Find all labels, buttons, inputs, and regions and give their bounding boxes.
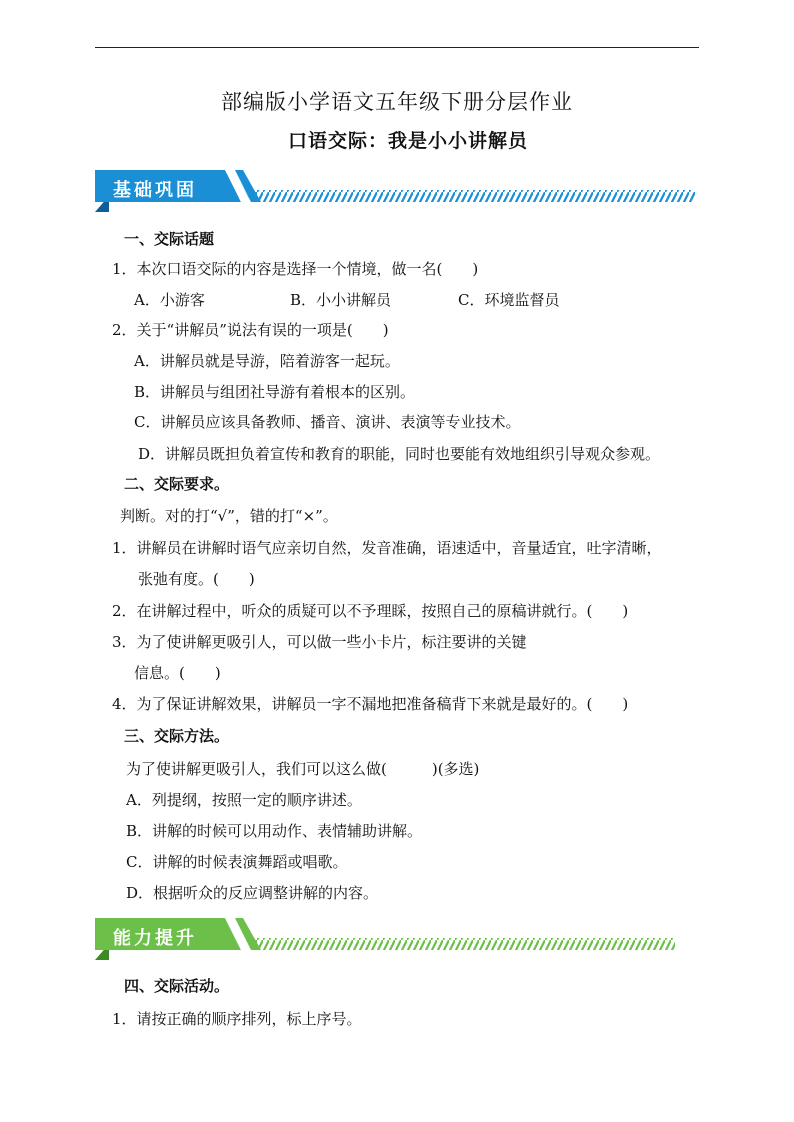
part1-q2-option-a: A．讲解员就是导游，陪着游客一起玩。 (134, 352, 400, 370)
part2-instruction: 判断。对的打“√”，错的打“×”。 (120, 507, 338, 525)
part1-q1-option-c: C．环境监督员 (458, 291, 560, 309)
part3-stem: 为了使讲解更吸引人，我们可以这么做( )(多选) (126, 760, 480, 778)
part2-item4: 4．为了保证讲解效果，讲解员一字不漏地把准备稿背下来就是最好的。( ) (112, 695, 629, 713)
part1-q1-option-b: B．小小讲解员 (290, 291, 392, 309)
part2-item1-line2: 张弛有度。( ) (138, 570, 255, 588)
part3-option-c: C．讲解的时候表演舞蹈或唱歌。 (126, 853, 348, 871)
header-rule (95, 47, 699, 48)
part3-heading: 三、交际方法。 (124, 727, 230, 745)
banner-basic-label: 基础巩固 (113, 180, 197, 201)
part1-q1-stem: 1．本次口语交际的内容是选择一个情境，做一名( ) (112, 260, 479, 278)
section-banner-advanced (95, 916, 695, 960)
part1-q2-option-c: C．讲解员应该具备教师、播音、演讲、表演等专业技术。 (134, 413, 521, 431)
part3-option-d: D．根据听众的反应调整讲解的内容。 (126, 884, 379, 902)
part2-item3-line1: 3．为了使讲解更吸引人，可以做一些小卡片，标注要讲的关键 (112, 633, 527, 651)
page-subtitle: 口语交际：我是小小讲解员 (288, 130, 529, 152)
section-banner-basic (95, 168, 695, 212)
part1-q2-option-b: B．讲解员与组团社导游有着根本的区别。 (134, 383, 416, 401)
part2-item1-line1: 1．讲解员在讲解时语气应亲切自然，发音准确，语速适中，音量适宜，吐字清晰， (112, 539, 662, 557)
part2-item2: 2．在讲解过程中，听众的质疑可以不予理睬，按照自己的原稿讲就行。( ) (112, 602, 629, 620)
part1-q2-option-d: D．讲解员既担负着宣传和教育的职能，同时也要能有效地组织引导观众参观。 (138, 445, 661, 463)
part2-item3-line2: 信息。( ) (134, 664, 221, 682)
banner-advanced-label: 能力提升 (113, 928, 197, 949)
part1-q1-option-a: A．小游客 (134, 291, 205, 309)
part3-option-a: A．列提纲，按照一定的顺序讲述。 (126, 791, 362, 809)
part4-heading: 四、交际活动。 (124, 977, 230, 995)
part3-option-b: B．讲解的时候可以用动作、表情辅助讲解。 (126, 822, 423, 840)
part1-heading: 一、交际话题 (124, 230, 215, 248)
page-title: 部编版小学语文五年级下册分层作业 (221, 90, 573, 114)
part2-heading: 二、交际要求。 (124, 475, 230, 493)
part1-q2-stem: 2．关于“讲解员”说法有误的一项是( ) (112, 321, 389, 339)
part4-item1: 1．请按正确的顺序排列，标上序号。 (112, 1010, 362, 1028)
